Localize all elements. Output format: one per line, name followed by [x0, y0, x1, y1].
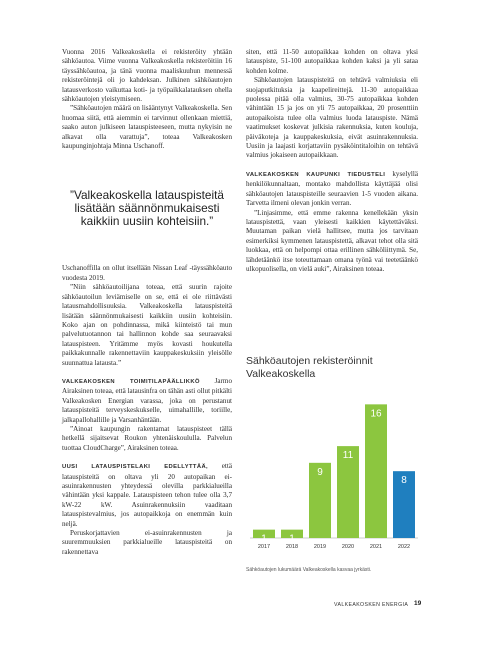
- bar-value-label-2022: 8: [401, 475, 407, 487]
- right-column: [246, 48, 418, 274]
- facilities-paragraph: [62, 377, 232, 425]
- x-tick-label-2018: 2018: [285, 544, 299, 550]
- x-tick-label-2020: 2020: [341, 544, 355, 550]
- parking-ratio-paragraph: siten, että 11-50 autopaikkaa kohden on oltava yksi latauspiste, 51-100 autopaikkaa kohden kaksi ja yli sataa kohden kolme.: [246, 48, 418, 75]
- law-lead: UUSI LATAUSPISTELAKI EDELLYTTÄÄ,: [62, 464, 209, 471]
- pull-quote: ”Valkeakoskella latauspisteitä lisätään säännönmukaisesti kaikkiin uusiin kohteisiin.”: [70, 188, 224, 229]
- bar-value-label-2018: 1: [289, 533, 295, 545]
- facilities-text: Jarmo Airaksinen toteaa, että latausinfra on tähän asti ollut pitkälti Valkeakosken Energian varassa, joka on perustanut latauspisteitä terveyskeskukselle, uimahallille, toriille, jalkapallohallille ja Varsanhäntään.: [62, 376, 232, 424]
- intro-paragraph: Vuonna 2016 Valkeakoskella ei rekisteröity yhtään sähköautoa. Viime vuonna Valkeakoskella rekisteröitiin 16 täyssähköautoa, ja tänä vuonna maaliskuuhun mennessä rekisteröintejä oli jo kahdeksan. Julkinen sähköautojen latausverkosto vaikuttaa koti- ja työpaikkalatauksen ohella sähköautojen yleistymiseen.: [62, 48, 232, 104]
- law-paragraph: [62, 462, 232, 529]
- bar-value-label-2021: 16: [370, 408, 382, 420]
- bar-2021: [365, 404, 387, 538]
- charging-limits-paragraph: ”Niin sähköautoilijana toteaa, että suurin rajoite sähköautoilun leviämiselle on se, että ei ole riittävästi latausmahdollisuuksia. Valkeakoskella latauspisteitä lisätään säännönmukaisesti kaikkiin uusiin kohteisiin. Koko ajan on pohdinnassa, mikä kiinteistö tai mun palvelutuotannon tai hallinnon kohde saa seuraavaksi latauspisteen. Yritämme myös kovasti houkutella paikkakunnalle rakennettaviin kauppakeskuksiin yleisölle suunnattua latausta.”: [62, 283, 232, 367]
- survey-text: kyselyllä henkilökunnaltaan, montako mahdollista käyttäjää olisi sähköautojen latauspisteille seuraavien 1-5 vuoden aikana. Tarvetta ilmeni olevan jonkin verran.: [246, 169, 418, 208]
- cloudcharge-paragraph: ”Ainoat kaupungin rakentamat latauspisteet tällä hetkellä sijaitsevat Roukon yhtenäiskoululla. Palvelun tuottaa CloudCharge”, Airaksinen toteaa.: [62, 424, 232, 452]
- registrations-bar-chart: [246, 390, 420, 562]
- policy-paragraph: ”Linjasimme, että emme rakenna kenellekään yksin latauspistettä, vaan yleisesti kaikkien käytettäväksi. Muutaman paikan vielä hallitsee, mutta jos tarvitaan esimerkiksi kymmenen latauspistettä, alkavat tehot olla sitä luokkaa, että on helpompi ottaa erillinen sähköliittymä. Se, lähdetäänkö itse toteuttamaan omana työnä vai teetetäänkö ulkopuolisella, on vielä auki”, Airaksinen toteaa.: [246, 208, 418, 273]
- x-tick-label-2021: 2021: [369, 544, 383, 550]
- renovation-paragraph: Peruskorjattavien ei-asuinrakennusten ja suuremmuuksien parkkialueille latauspisteitä on rakennettava: [62, 529, 232, 556]
- survey-lead: VALKEAKOSKEN KAUPUNKI TIEDUSTELI: [246, 171, 386, 178]
- footer-label: VALKEAKOSKEN ENERGIA: [334, 602, 409, 608]
- chart-title: Sähköautojen rekisteröinnit Valkeakoskella: [246, 355, 373, 380]
- bar-value-label-2020: 11: [342, 450, 354, 462]
- page-number: 19: [414, 600, 422, 607]
- left-column: [62, 48, 232, 557]
- survey-paragraph: [246, 170, 418, 209]
- bar-value-label-2017: 1: [261, 533, 267, 545]
- facilities-lead: VALKEAKOSKEN TOIMITILAPÄÄLLIKKÖ: [62, 378, 200, 385]
- nissan-paragraph: Uschanoffilla on ollut itsellään Nissan Leaf -täyssähköauto vuodesta 2019.: [62, 264, 232, 282]
- x-tick-label-2019: 2019: [313, 544, 327, 550]
- chart-caption: Sähköautojen lukumäärä Valkeakoskella kasvaa jyrkästi.: [246, 567, 372, 573]
- readiness-paragraph: Sähköautojen latauspisteitä on tehtävä valmiuksia eli suojaputkituksia ja kaapelireittejä. 11-30 autopaikkaa puolessa pitää olla valmius, 30-75 autopaikkaa kohden vähintään 15 ja jos on yli 75 autopaikkaa, 20 prosenttiin autopaikoista tulee olla valmius luoda latauspiste. Nämä vaatimukset koskevat julkisia rakennuksia, kuten kouluja, päiväkoteja ja kauppakeskuksia, eivät asuinrakennuksia. Uusiin ja laajasti korjattaviin pysäköintitaloihin on tehtävä valmius jokaiseen autopaikkaan.: [246, 76, 418, 160]
- x-tick-label-2017: 2017: [257, 544, 271, 550]
- x-tick-label-2022: 2022: [397, 544, 411, 550]
- mayor-quote-paragraph: ”Sähköautojen määrä on lisääntynyt Valkeakoskella. Sen huomaa siitä, että aiemmin ei tarvinnut ollenkaan miettiä, saako auton julkiseen latauspisteeseen, mutta nykyisin ne alkavat olla varattuja”, toteaa Valkeakosken kaupunginjohtaja Minna Uschanoff.: [62, 104, 232, 151]
- bar-value-label-2019: 9: [317, 466, 323, 478]
- law-text: että latauspisteitä on oltava yli 20 autopaikan ei-asuinrakennusten yhteydessä olevilla parkkialueilla vähintään yksi kappale. Latauspisteen tehon tulee olla 3,7 kW-22 kW. Asuinrakennuksiin vaaditaan latauspistevalmius, jos autopaikkoja on enemmän kuin neljä.: [62, 462, 232, 528]
